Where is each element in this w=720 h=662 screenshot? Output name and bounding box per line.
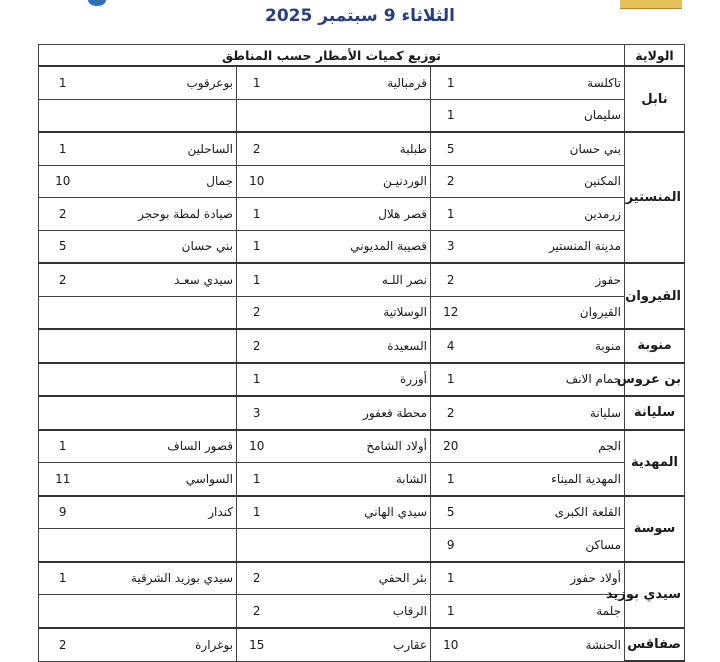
rainfall-table (38, 44, 685, 662)
station-name: سيدي سعـد (87, 263, 237, 296)
station-name: زرمدين (471, 198, 625, 231)
table-body (39, 66, 685, 661)
table-row (39, 132, 685, 165)
rainfall-value: 10 (431, 628, 471, 662)
station-name: الوسلاتية (277, 296, 431, 329)
rainfall-value: 1 (237, 198, 277, 231)
rainfall-value: 1 (39, 430, 87, 463)
rainfall-value: 10 (237, 165, 277, 198)
governorate-cell: سوسة (625, 496, 685, 562)
rainfall-value: 2 (237, 296, 277, 329)
rainfall-value: 2 (39, 198, 87, 231)
governorate-cell: القيروان (625, 263, 685, 329)
rainfall-value: 2 (237, 132, 277, 165)
rainfall-value: 2 (431, 165, 471, 198)
station-name (87, 396, 237, 430)
station-name: قصيبة المديوني (277, 230, 431, 263)
station-name: الساحلين (87, 132, 237, 165)
station-name: القلعة الكبرى (471, 496, 625, 529)
rainfall-value: 2 (431, 263, 471, 296)
table-row (39, 363, 685, 397)
rainfall-value (39, 595, 87, 628)
rainfall-value: 1 (431, 562, 471, 595)
rainfall-value: 2 (39, 628, 87, 662)
rainfall-value (39, 396, 87, 430)
rainfall-value: 2 (237, 329, 277, 363)
rainfall-value: 1 (431, 363, 471, 397)
station-name: قصور الساف (87, 430, 237, 463)
station-name (87, 529, 237, 562)
governorate-cell: بن عروس (625, 363, 685, 397)
governorate-cell: سيدي بوزيد (625, 562, 685, 628)
station-name: أولاد الشامخ (277, 430, 431, 463)
rainfall-value: 1 (431, 463, 471, 496)
station-name: سليانة (471, 396, 625, 430)
table-row (39, 396, 685, 430)
station-name: مساكن (471, 529, 625, 562)
rainfall-value (39, 329, 87, 363)
table-row (39, 463, 685, 496)
station-name: بوعرقوب (87, 66, 237, 99)
rainfall-value (237, 529, 277, 562)
station-name (87, 329, 237, 363)
station-name: القيروان (471, 296, 625, 329)
station-name: المهدية الميناء (471, 463, 625, 496)
governorate-cell: المهدية (625, 430, 685, 496)
station-name: سيدي بوزيد الشرقية (87, 562, 237, 595)
rainfall-value: 10 (39, 165, 87, 198)
station-name: حمام الانف (471, 363, 625, 397)
rainfall-value: 5 (431, 132, 471, 165)
rainfall-value: 9 (39, 496, 87, 529)
rainfall-value: 1 (431, 198, 471, 231)
station-name: الحنشة (471, 628, 625, 662)
rainfall-value: 2 (431, 396, 471, 430)
rainfall-value: 1 (39, 132, 87, 165)
rainfall-value: 2 (39, 263, 87, 296)
station-name: أوزرة (277, 363, 431, 397)
rainfall-value: 1 (431, 99, 471, 132)
rainfall-value: 15 (237, 628, 277, 662)
governorate-cell: المنستير (625, 132, 685, 263)
table-row (39, 230, 685, 263)
station-name: بني حسان (87, 230, 237, 263)
page-title: الثلاثاء 9 سبتمبر 2025 (265, 6, 455, 26)
rainfall-value: 1 (237, 230, 277, 263)
station-name: الشابة (277, 463, 431, 496)
station-name: حفوز (471, 263, 625, 296)
station-name: محطة قعفور (277, 396, 431, 430)
rainfall-value: 20 (431, 430, 471, 463)
rainfall-value: 4 (431, 329, 471, 363)
station-name: بني حسان (471, 132, 625, 165)
table-row (39, 430, 685, 463)
rainfall-value (237, 99, 277, 132)
rainfall-value: 1 (237, 496, 277, 529)
governorate-cell: نابل (625, 66, 685, 132)
table-row (39, 329, 685, 363)
station-name: بوغرارة (87, 628, 237, 662)
station-name: سيدي الهاني (277, 496, 431, 529)
station-name: السواسي (87, 463, 237, 496)
header-distribution: توزيع كميات الأمطار حسب المناطق (39, 45, 625, 67)
governorate-cell: سليانة (625, 396, 685, 430)
table-row (39, 296, 685, 329)
station-name: أولاد حفوز (471, 562, 625, 595)
station-name (87, 99, 237, 132)
table-header-row (39, 45, 685, 67)
rainfall-value: 5 (39, 230, 87, 263)
rainfall-value (39, 363, 87, 397)
table-row (39, 496, 685, 529)
rainfall-value: 11 (39, 463, 87, 496)
table-row (39, 562, 685, 595)
station-name (277, 99, 431, 132)
rainfall-value: 1 (39, 66, 87, 99)
rainfall-value: 3 (237, 396, 277, 430)
station-name: الجم (471, 430, 625, 463)
governorate-cell: صفاقس (625, 628, 685, 662)
rainfall-value: 1 (39, 562, 87, 595)
rainfall-value: 12 (431, 296, 471, 329)
table-row (39, 99, 685, 132)
rainfall-value: 1 (237, 363, 277, 397)
rainfall-value: 5 (431, 496, 471, 529)
table-row (39, 165, 685, 198)
station-name: بئر الحفي (277, 562, 431, 595)
rainfall-value: 1 (431, 595, 471, 628)
station-name: عقارب (277, 628, 431, 662)
station-name: تاكلسة (471, 66, 625, 99)
station-name (87, 363, 237, 397)
table-row (39, 595, 685, 628)
table-row (39, 66, 685, 99)
station-name: كندار (87, 496, 237, 529)
station-name: نصر اللـه (277, 263, 431, 296)
rainfall-value: 1 (237, 66, 277, 99)
station-name: سليمان (471, 99, 625, 132)
station-name (277, 529, 431, 562)
station-name (87, 296, 237, 329)
station-name: مدينة المنستير (471, 230, 625, 263)
station-name: المكنين (471, 165, 625, 198)
station-name: جمال (87, 165, 237, 198)
rainfall-value (39, 529, 87, 562)
rainfall-value: 1 (431, 66, 471, 99)
station-name: جلمة (471, 595, 625, 628)
governorate-cell: منوبة (625, 329, 685, 363)
station-name: السعيدة (277, 329, 431, 363)
rainfall-value: 1 (237, 263, 277, 296)
table-row (39, 529, 685, 562)
station-name: الوردنيـن (277, 165, 431, 198)
rainfall-value: 2 (237, 595, 277, 628)
rainfall-value: 10 (237, 430, 277, 463)
rainfall-value: 2 (237, 562, 277, 595)
station-name: الرقاب (277, 595, 431, 628)
station-name: قرمبالية (277, 66, 431, 99)
rainfall-value (39, 296, 87, 329)
rainfall-value: 3 (431, 230, 471, 263)
rainfall-value (39, 99, 87, 132)
rainfall-value: 9 (431, 529, 471, 562)
table-row (39, 198, 685, 231)
header-governorate: الولاية (625, 45, 685, 67)
station-name: قصر هلال (277, 198, 431, 231)
table-row (39, 263, 685, 296)
station-name: صيادة لمطة بوحجر (87, 198, 237, 231)
rainfall-value: 1 (237, 463, 277, 496)
station-name: منوبة (471, 329, 625, 363)
table-row (39, 628, 685, 662)
station-name (87, 595, 237, 628)
station-name: طبلبة (277, 132, 431, 165)
